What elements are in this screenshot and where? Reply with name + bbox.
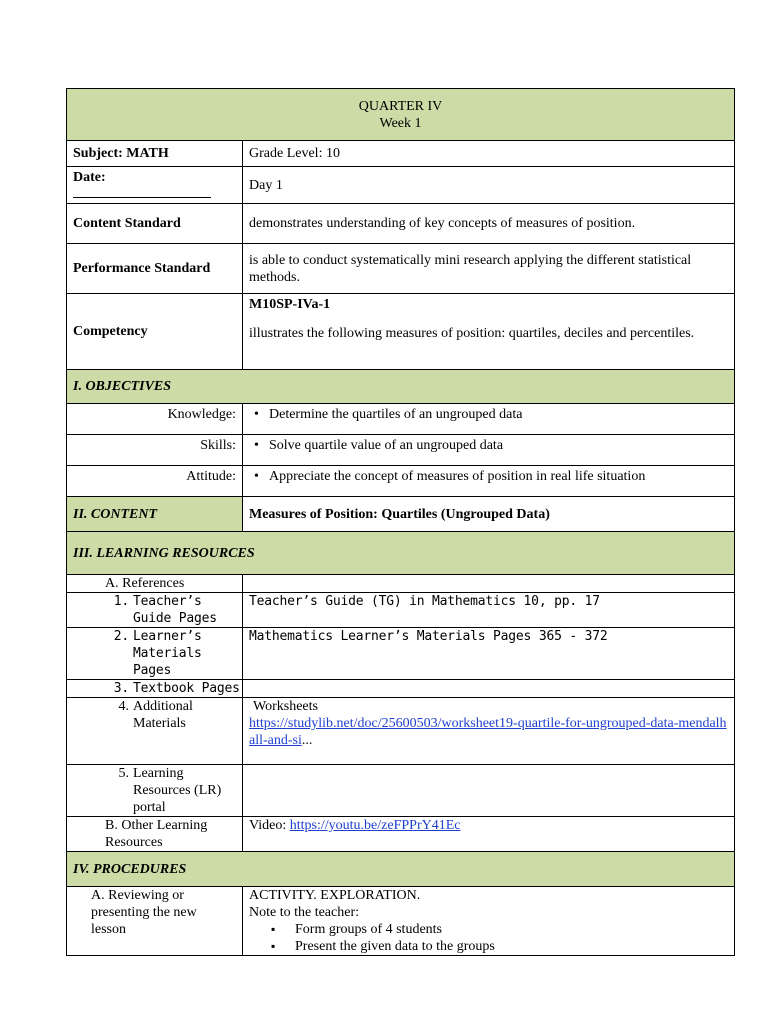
procedure-bullet: ▪ Form groups of 4 students — [249, 921, 728, 938]
content-header: II. CONTENT — [67, 497, 243, 532]
textbook-label-cell — [67, 680, 243, 698]
knowledge-value: • Determine the quartiles of an ungrouped data — [249, 406, 728, 423]
procedures-header: IV. PROCEDURES — [67, 852, 735, 887]
lr-portal-value — [243, 765, 735, 817]
lm-label: 2. Learner’s Materials Pages — [113, 629, 202, 678]
performance-standard-value: is able to conduct systematically mini research applying the different statistical methods. — [243, 244, 735, 294]
date-cell — [67, 167, 243, 204]
resources-header: III. LEARNING RESOURCES — [67, 532, 735, 575]
references-value — [243, 575, 735, 593]
lm-label-cell — [67, 628, 243, 680]
video-cell — [243, 817, 735, 852]
textbook-label: 3. Textbook Pages — [113, 681, 240, 696]
teacher-note-label: Note to the teacher: — [249, 905, 360, 920]
worksheet-link-suffix: ... — [301, 733, 313, 748]
competency-cell — [243, 294, 735, 370]
competency-code: M10SP-IVa-1 — [249, 297, 331, 312]
objectives-header: I. OBJECTIVES — [67, 370, 735, 404]
subject-cell: Subject: MATH — [67, 141, 243, 167]
procedure-bullet: ▪ Present the given data to the groups — [249, 938, 728, 955]
other-resources-label: B. Other Learning Resources — [67, 817, 243, 852]
references-label: A. References — [67, 575, 243, 593]
reviewing-label: A. Reviewing or presenting the new lesson — [67, 887, 243, 956]
additional-cell — [243, 698, 735, 765]
lesson-plan-table — [66, 88, 735, 956]
day-cell: Day 1 — [243, 167, 735, 204]
tg-value: Teacher’s Guide (TG) in Mathematics 10, pp. 17 — [243, 593, 735, 628]
worksheet-link[interactable]: https://studylib.net/doc/25600503/worksheet19-quartile-for-ungrouped-data-mendalhall-and-si — [249, 716, 727, 748]
additional-label: 4. Additional Materials — [118, 699, 193, 731]
skills-label: Skills: — [67, 435, 243, 466]
quarter-title: QUARTER IV — [358, 98, 443, 114]
lr-portal-label-cell — [67, 765, 243, 817]
lr-portal-label: 5. Learning Resources (LR) portal — [118, 766, 222, 815]
date-label: Date: — [73, 170, 106, 185]
attitude-value: • Appreciate the concept of measures of position in real life situation — [249, 468, 728, 485]
additional-label-cell — [67, 698, 243, 765]
video-label: Video: — [249, 818, 290, 833]
activity-label: ACTIVITY. EXPLORATION. — [249, 888, 421, 903]
worksheets-label: Worksheets — [253, 699, 318, 714]
grade-cell: Grade Level: 10 — [243, 141, 735, 167]
performance-standard-label: Performance Standard — [67, 244, 243, 294]
quarter-header — [67, 89, 735, 141]
tg-label-cell — [67, 593, 243, 628]
attitude-label: Attitude: — [67, 466, 243, 497]
procedures-cell — [243, 887, 735, 956]
video-link[interactable]: https://youtu.be/zeFPPrY41Ec — [289, 818, 461, 833]
week-label: Week 1 — [379, 115, 422, 131]
attitude-cell — [243, 466, 735, 497]
competency-value: illustrates the following measures of position: quartiles, deciles and percentiles. — [249, 326, 695, 341]
skills-value: • Solve quartile value of an ungrouped data — [249, 437, 728, 454]
content-standard-label: Content Standard — [67, 204, 243, 244]
textbook-value — [243, 680, 735, 698]
lm-value: Mathematics Learner’s Materials Pages 365 - 372 — [243, 628, 735, 680]
skills-cell — [243, 435, 735, 466]
competency-label: Competency — [67, 294, 243, 370]
tg-label: 1. Teacher’s Guide Pages — [113, 594, 217, 626]
knowledge-cell — [243, 404, 735, 435]
content-standard-value: demonstrates understanding of key concepts of measures of position. — [243, 204, 735, 244]
date-blank-line — [73, 189, 211, 198]
content-value: Measures of Position: Quartiles (Ungrouped Data) — [243, 497, 735, 532]
knowledge-label: Knowledge: — [67, 404, 243, 435]
